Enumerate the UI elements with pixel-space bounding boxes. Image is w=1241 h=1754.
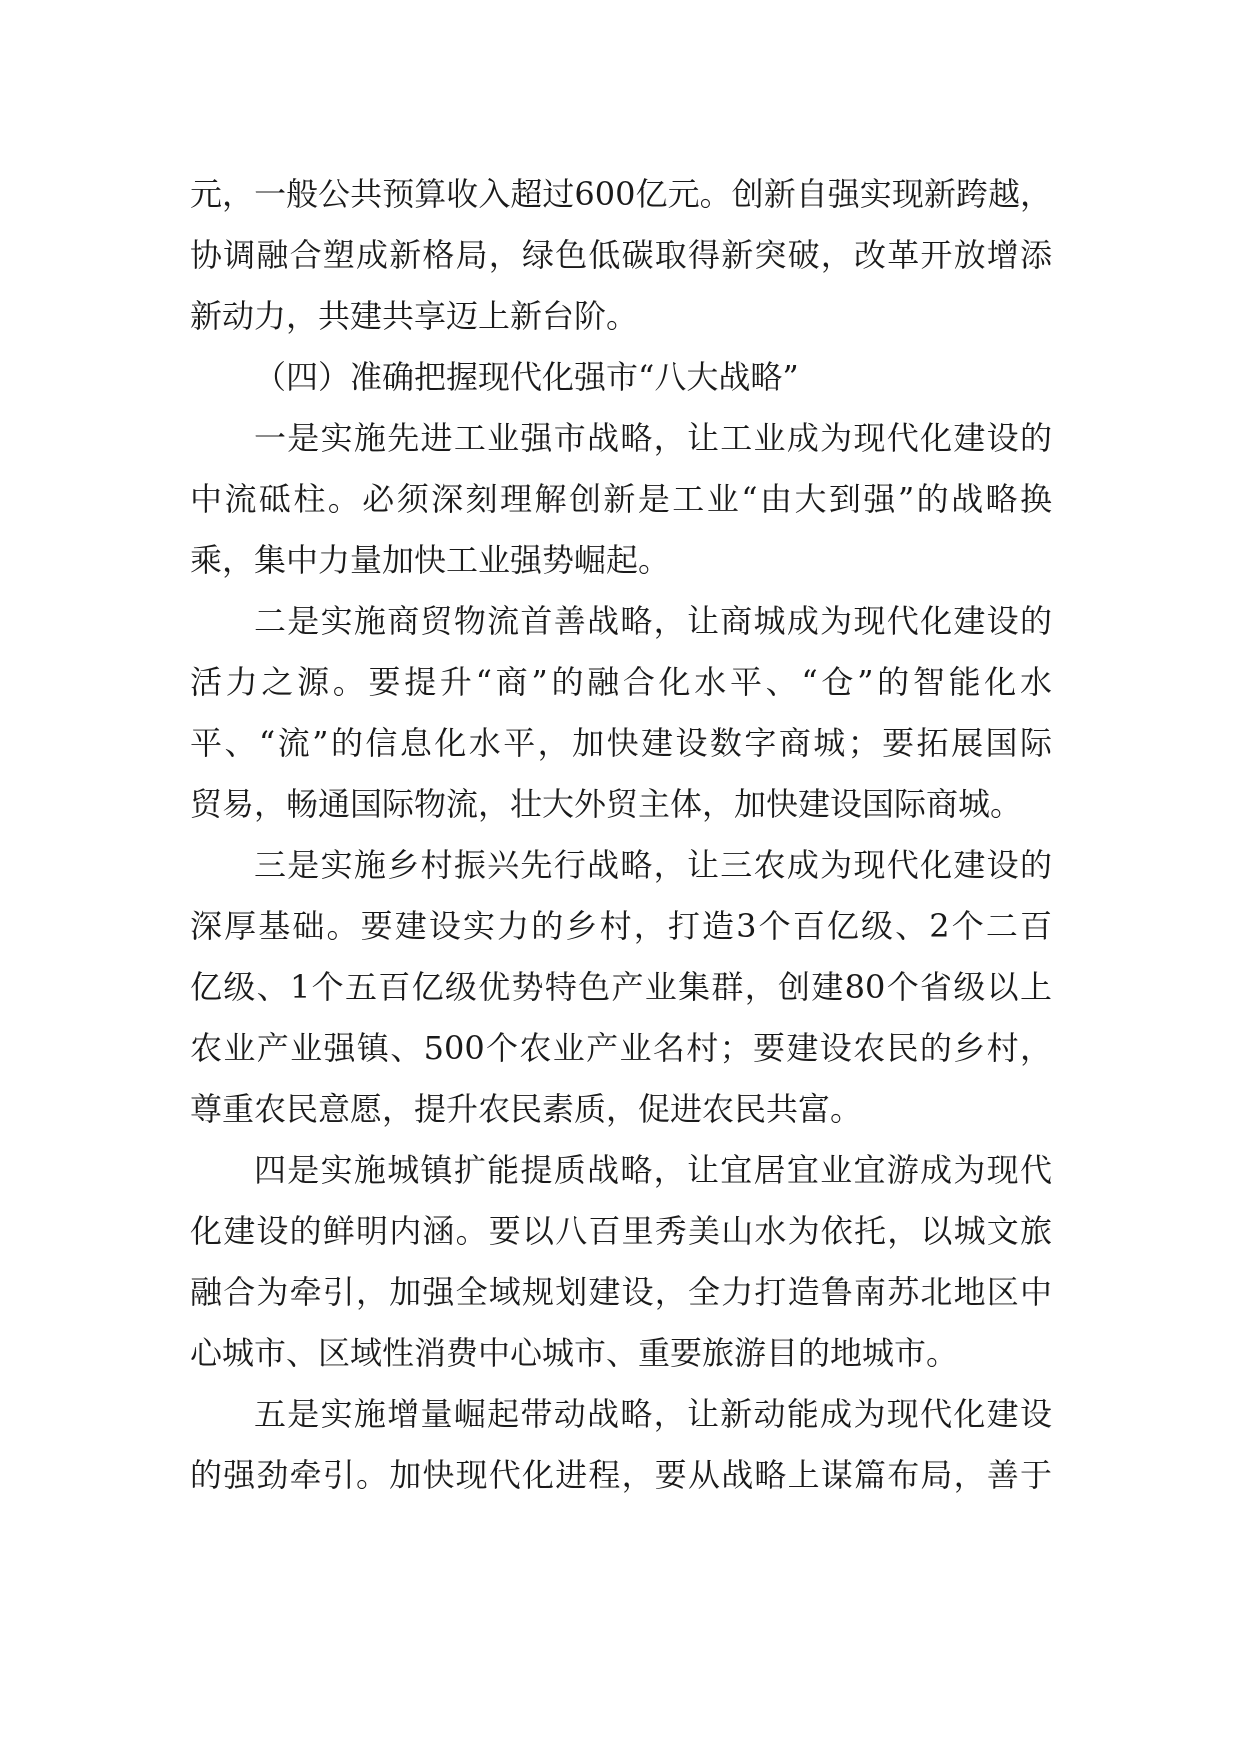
text-line: 中流砥柱。必须深刻理解创新是工业“由大到强”的战略换 bbox=[190, 480, 1052, 518]
text-line: 深厚基础。要建设实力的乡村，打造3个百亿级、2个二百 bbox=[190, 907, 1052, 945]
text-line: 融合为牵引，加强全域规划建设，全力打造鲁南苏北地区中 bbox=[190, 1273, 1052, 1311]
text-line: 贸易，畅通国际物流，壮大外贸主体，加快建设国际商城。 bbox=[190, 785, 1023, 823]
text-line: 新动力，共建共享迈上新台阶。 bbox=[190, 297, 639, 335]
section-heading: （四）准确把握现代化强市“八大战略” bbox=[254, 358, 799, 396]
text-line: 元，一般公共预算收入超过600亿元。创新自强实现新跨越， bbox=[190, 175, 1052, 213]
body-text bbox=[190, 164, 1052, 1506]
text-line: 亿级、1个五百亿级优势特色产业集群，创建80个省级以上 bbox=[190, 968, 1052, 1006]
text-line: 化建设的鲜明内涵。要以八百里秀美山水为依托，以城文旅 bbox=[190, 1212, 1052, 1250]
text-line: 心城市、区域性消费中心城市、重要旅游目的地城市。 bbox=[190, 1334, 959, 1372]
paragraph-start: 一是实施先进工业强市战略，让工业成为现代化建设的 bbox=[254, 419, 1052, 457]
paragraph-start: 二是实施商贸物流首善战略，让商城成为现代化建设的 bbox=[254, 602, 1052, 640]
text-line: 活力之源。要提升“商”的融合化水平、“仓”的智能化水 bbox=[190, 663, 1052, 701]
text-line: 平、“流”的信息化水平，加快建设数字商城；要拓展国际 bbox=[190, 724, 1052, 762]
paragraph-start: 四是实施城镇扩能提质战略，让宜居宜业宜游成为现代 bbox=[254, 1151, 1052, 1189]
text-line: 协调融合塑成新格局，绿色低碳取得新突破，改革开放增添 bbox=[190, 236, 1052, 274]
text-line: 的强劲牵引。加快现代化进程，要从战略上谋篇布局，善于 bbox=[190, 1456, 1052, 1494]
paragraph-start: 五是实施增量崛起带动战略，让新动能成为现代化建设 bbox=[254, 1395, 1052, 1433]
text-line: 乘，集中力量加快工业强势崛起。 bbox=[190, 541, 671, 579]
text-line: 农业产业强镇、500个农业产业名村；要建设农民的乡村， bbox=[190, 1029, 1052, 1067]
text-line: 尊重农民意愿，提升农民素质，促进农民共富。 bbox=[190, 1090, 863, 1128]
paragraph-start: 三是实施乡村振兴先行战略，让三农成为现代化建设的 bbox=[254, 846, 1052, 884]
